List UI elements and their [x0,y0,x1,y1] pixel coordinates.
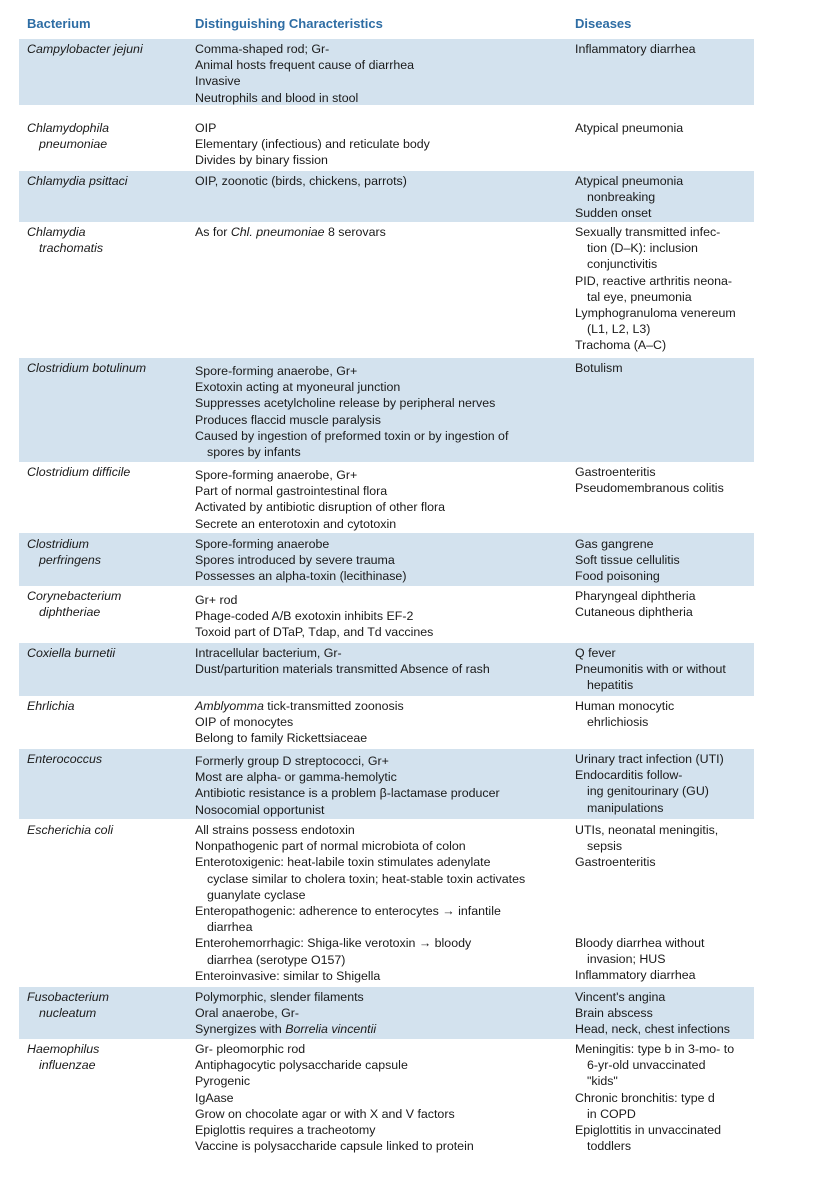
characteristic-line: Spores introduced by severe trauma [195,553,395,568]
bacterium-name: influenzae [39,1058,96,1073]
diseases-cell [575,224,753,354]
disease-line: Sudden onset [575,206,652,221]
header-diseases: Diseases [575,16,632,31]
characteristics-cell [195,363,575,460]
bacterium-name: Chlamydophila [27,121,109,135]
characteristic-line: Intracellular bacterium, Gr- [195,646,342,660]
disease-line: in COPD [587,1106,636,1121]
table-row [19,586,754,643]
disease-line: Gas gangrene [575,537,654,551]
bacteria-table [19,12,754,1154]
table-row [19,358,754,462]
disease-line: Cutaneous diphtheria [575,605,693,620]
characteristics-cell [195,173,575,189]
characteristic-line: Belong to family Rickettsiaceae [195,731,368,746]
bacterium-name: Campylobacter jejuni [27,42,143,56]
bacterium-cell [27,1041,187,1073]
bacterium-cell [27,41,187,57]
characteristic-line: All strains possess endotoxin [195,823,355,837]
disease-line: Endocarditis follow- [575,768,683,783]
characteristic-line: Antiphagocytic polysaccharide capsule [195,1058,408,1073]
disease-line: Gastroenteritis [575,855,656,870]
disease-line: "kids" [587,1074,618,1089]
table-row [19,819,754,987]
bacterium-name: Haemophilus [27,1042,100,1056]
characteristic-line: Enteroinvasive: similar to Shigella [195,968,381,983]
disease-line: Head, neck, chest infections [575,1022,730,1037]
table-row [19,1039,754,1159]
characteristic-line: Enterohemorrhagic: Shiga-like verotoxin → bloody [195,936,472,951]
bacterium-cell [27,588,187,620]
text-part: Synergizes with [195,1022,286,1037]
bacterium-cell [27,464,187,480]
disease-line: Chronic bronchitis: type d [575,1090,715,1105]
diseases-cell [575,989,753,1038]
characteristics-cell [195,41,575,106]
characteristic-line [195,224,575,240]
italic-genus: Amblyomma [195,699,264,713]
disease-line: sepsis [587,839,623,854]
diseases-cell [575,822,753,871]
bacterium-name: perfringens [39,553,101,568]
characteristic-line: Phage-coded A/B exotoxin inhibits EF-2 [195,609,414,624]
disease-line: Pharyngeal diphtheria [575,589,696,603]
characteristics-cell [195,1041,575,1154]
text-part: As for [195,225,231,239]
disease-line: Trachoma (A–C) [575,338,667,353]
characteristic-line: Gr+ rod [195,593,238,607]
disease-line: Bloody diarrhea without [575,936,705,950]
bacterium-name: Clostridium difficile [27,465,131,479]
disease-line: Inflammatory diarrhea [575,42,696,56]
table-header [19,12,754,41]
characteristic-line: Produces flaccid muscle paralysis [195,412,381,427]
characteristic-line: Suppresses acetylcholine release by peripheral nerves [195,396,496,411]
disease-line: Inflammatory diarrhea [575,968,696,983]
italic-species: Borrelia vincentii [285,1022,377,1037]
disease-line: Pneumonitis with or without [575,662,726,677]
characteristic-line [195,698,575,714]
diseases-cell [575,464,753,496]
table-row [19,105,754,171]
characteristic-line: diarrhea [207,920,253,935]
italic-species: Chl. pneumoniae [230,225,325,239]
table-row [19,39,754,105]
characteristic-line: Epiglottis requires a tracheotomy [195,1123,376,1138]
disease-line: Gastroenteritis [575,465,656,479]
characteristics-cell [195,592,575,641]
disease-line: hepatitis [587,678,634,693]
bacterium-name: Fusobacterium [27,990,109,1004]
characteristic-line: cyclase similar to cholera toxin; heat-stable toxin activates [207,871,526,886]
characteristic-line: Most are alpha- or gamma-hemolytic [195,770,397,785]
characteristic-line: Secrete an enterotoxin and cytotoxin [195,516,397,531]
characteristic-line: Formerly group D streptococci, Gr+ [195,754,389,768]
characteristic-line: Spore-forming anaerobe [195,537,330,551]
table-row [19,696,754,749]
characteristic-line: Enterotoxigenic: heat-labile toxin stimulates adenylate [195,855,491,870]
characteristic-line: Polymorphic, slender filaments [195,990,364,1004]
disease-line: PID, reactive arthritis neona- [575,273,733,288]
disease-line: Pseudomembranous colitis [575,481,724,496]
characteristics-cell [195,822,575,984]
characteristics-cell [195,989,575,1038]
disease-line: Human monocytic [575,699,675,713]
bacterium-name: Escherichia coli [27,823,114,837]
bacterium-cell [27,645,187,661]
diseases-cell-lower [575,935,753,984]
characteristic-line: Grow on chocolate agar or with X and V factors [195,1106,455,1121]
bacterium-cell [27,698,187,714]
table-row [19,222,754,358]
bacterium-name: Chlamydia [27,225,86,239]
table-row [19,643,754,696]
characteristics-cell [195,698,575,747]
characteristics-cell [195,467,575,532]
characteristic-line: Dust/parturition materials transmitted Absence of rash [195,662,490,677]
table-row [19,171,754,222]
disease-line: Meningitis: type b in 3-mo- to [575,1042,735,1056]
characteristic-line: Caused by ingestion of preformed toxin or by ingestion of [195,428,509,443]
characteristic-line: Antibiotic resistance is a problem β-lactamase producer [195,786,500,801]
bacterium-cell [27,989,187,1021]
characteristic-line: Nosocomial opportunist [195,802,325,817]
disease-line: ehrlichiosis [587,715,649,730]
characteristic-line: Enteropathogenic: adherence to enterocytes → infantile [195,904,501,919]
characteristic-line: guanylate cyclase [207,887,306,902]
disease-line: Food poisoning [575,569,660,584]
disease-line: conjunctivitis [587,257,658,272]
characteristic-line: Activated by antibiotic disruption of other flora [195,500,446,515]
bacterium-name: Ehrlichia [27,699,75,713]
disease-line: Brain abscess [575,1006,653,1021]
characteristic-line: OIP [195,121,217,135]
disease-line: Botulism [575,361,623,375]
characteristic-line: Invasive [195,74,241,89]
disease-line: Atypical pneumonia [575,121,684,135]
disease-line: Vincent's angina [575,990,666,1004]
table-row [19,533,754,586]
diseases-cell [575,173,753,222]
bacterium-name: Clostridium botulinum [27,361,147,375]
disease-line: invasion; HUS [587,952,666,967]
table-row [19,987,754,1039]
bacterium-name: nucleatum [39,1006,97,1021]
diseases-cell [575,751,753,816]
bacterium-cell [27,536,187,568]
characteristic-line: spores by infants [207,445,301,460]
characteristic-line: Animal hosts frequent cause of diarrhea [195,58,415,73]
characteristic-line: diarrhea (serotype O157) [207,952,346,967]
characteristic-line [195,1021,575,1037]
bacterium-name: pneumoniae [39,137,108,152]
bacterium-name: Chlamydia psittaci [27,174,128,188]
characteristic-line: Possesses an alpha-toxin (lecithinase) [195,569,407,584]
diseases-cell [575,698,753,730]
characteristic-line: Spore-forming anaerobe, Gr+ [195,364,358,378]
characteristic-line: OIP of monocytes [195,715,294,730]
bacterium-cell [27,173,187,189]
characteristic-line: Pyrogenic [195,1074,251,1089]
characteristic-line: Vaccine is polysaccharide capsule linked to protein [195,1139,474,1154]
characteristic-line: Oral anaerobe, Gr- [195,1006,299,1021]
characteristics-cell [195,645,575,677]
disease-line: Atypical pneumonia [575,174,684,188]
characteristic-line: Gr- pleomorphic rod [195,1042,306,1056]
characteristic-line: Nonpathogenic part of normal microbiota of colon [195,839,466,854]
disease-line: toddlers [587,1139,632,1154]
disease-line: Urinary tract infection (UTI) [575,752,724,766]
diseases-cell [575,536,753,585]
characteristics-cell [195,120,575,169]
bacterium-name: Clostridium [27,537,89,551]
bacterium-cell [27,822,187,838]
disease-line: (L1, L2, L3) [587,322,651,337]
bacterium-name: trachomatis [39,241,104,256]
text-part: tick-transmitted zoonosis [263,699,404,713]
disease-line: Soft tissue cellulitis [575,553,680,568]
bacterium-name: Coxiella burnetii [27,646,116,660]
characteristic-line: Exotoxin acting at myoneural junction [195,380,401,395]
diseases-cell [575,1041,753,1154]
disease-line: UTIs, neonatal meningitis, [575,823,719,837]
characteristics-cell [195,753,575,818]
characteristic-line: Neutrophils and blood in stool [195,90,359,105]
diseases-cell [575,588,753,620]
diseases-cell [575,645,753,694]
characteristics-cell [195,536,575,585]
bacterium-name: Corynebacterium [27,589,122,603]
table-row [19,749,754,819]
disease-line: Lymphogranuloma venereum [575,306,736,321]
characteristic-line: OIP, zoonotic (birds, chickens, parrots) [195,174,407,188]
disease-line: Epiglottitis in unvaccinated [575,1123,722,1138]
disease-line: Sexually transmitted infec- [575,225,721,239]
bacterium-name: diphtheriae [39,605,101,620]
disease-line: tion (D–K): inclusion [587,241,698,256]
characteristic-line: Spore-forming anaerobe, Gr+ [195,468,358,482]
bacterium-cell [27,120,187,152]
table-row [19,462,754,533]
disease-line: tal eye, pneumonia [587,289,692,304]
characteristic-line: Elementary (infectious) and reticulate body [195,137,430,152]
disease-line: nonbreaking [587,190,656,205]
diseases-cell [575,41,753,57]
characteristic-line: Comma-shaped rod; Gr- [195,42,330,56]
bacterium-cell [27,224,187,256]
characteristic-line: Divides by binary fission [195,153,328,168]
diseases-cell [575,360,753,376]
text-part: 8 serovars [324,225,386,239]
characteristic-line: Part of normal gastrointestinal flora [195,484,388,499]
bacterium-name: Enterococcus [27,752,103,766]
disease-line: manipulations [587,800,664,815]
bacterium-cell [27,360,187,376]
disease-line: ing genitourinary (GU) [587,784,709,799]
header-characteristics: Distinguishing Characteristics [195,16,383,31]
disease-line: 6-yr-old unvaccinated [587,1058,706,1073]
diseases-cell [575,120,753,136]
characteristic-line: Toxoid part of DTaP, Tdap, and Td vaccines [195,625,434,640]
characteristics-cell [195,224,575,240]
bacterium-cell [27,751,187,767]
characteristic-line: IgAase [195,1090,234,1105]
header-bacterium: Bacterium [27,16,91,31]
disease-line: Q fever [575,646,616,660]
